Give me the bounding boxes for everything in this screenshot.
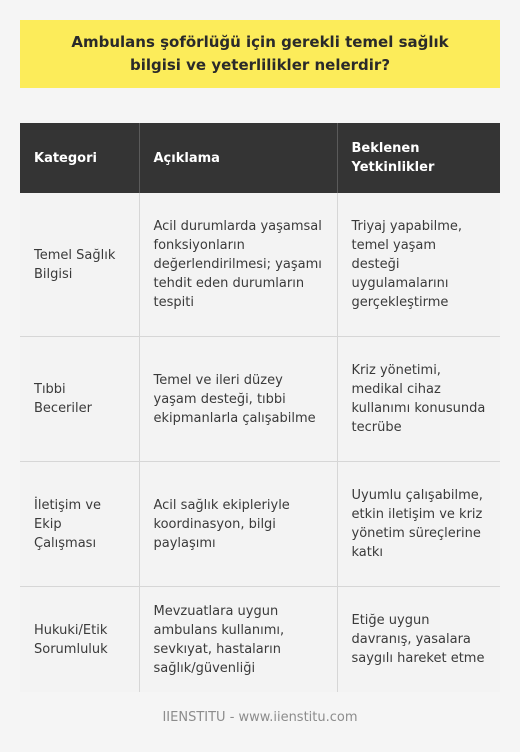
cell-category: İletişim ve Ekip Çalışması	[20, 462, 139, 587]
cell-competencies: Triyaj yapabilme, temel yaşam desteği uygulamalarını gerçekleştirme	[337, 193, 500, 337]
footer-credit: IIENSTITU - www.iienstitu.com	[162, 710, 358, 725]
cell-competencies: Etiğe uygun davranış, yasalara saygılı hareket etme	[351, 613, 485, 666]
cell-category: Temel Sağlık Bilgisi	[20, 193, 139, 337]
table-row	[20, 193, 500, 337]
table-header-row	[20, 123, 500, 193]
cell-description: Acil sağlık ekipleriyle koordinasyon, bilgi paylaşımı	[139, 462, 337, 587]
table-row	[20, 462, 500, 587]
cell-competencies: Kriz yönetimi, medikal cihaz kullanımı konusunda tecrübe	[337, 337, 500, 462]
cell-category: Hukuki/Etik Sorumluluk	[20, 587, 139, 693]
table-row	[20, 337, 500, 462]
cell-description: Mevzuatlara uygun ambulans kullanımı, sevkıyat, hastaların sağlık/güvenliği	[139, 587, 337, 693]
header-description: Açıklama	[139, 123, 337, 193]
title-banner	[20, 20, 500, 88]
cell-category: Tıbbi Beceriler	[20, 337, 139, 462]
header-category: Kategori	[20, 123, 139, 193]
header-competencies: Beklenen Yetkinlikler	[337, 123, 500, 193]
cell-description: Temel ve ileri düzey yaşam desteği, tıbbi ekipmanlarla çalışabilme	[139, 337, 337, 462]
cell-description: Acil durumlarda yaşamsal fonksiyonların değerlendirilmesi; yaşamı tehdit eden durumların tespiti	[139, 193, 337, 337]
competency-table	[20, 123, 500, 692]
page-title: Ambulans şoförlüğü için gerekli temel sağlık bilgisi ve yeterlilikler nelerdir?	[71, 33, 449, 74]
table-row	[20, 587, 500, 693]
cell-competencies: Uyumlu çalışabilme, etkin iletişim ve kriz yönetim süreçlerine katkı	[337, 462, 500, 587]
